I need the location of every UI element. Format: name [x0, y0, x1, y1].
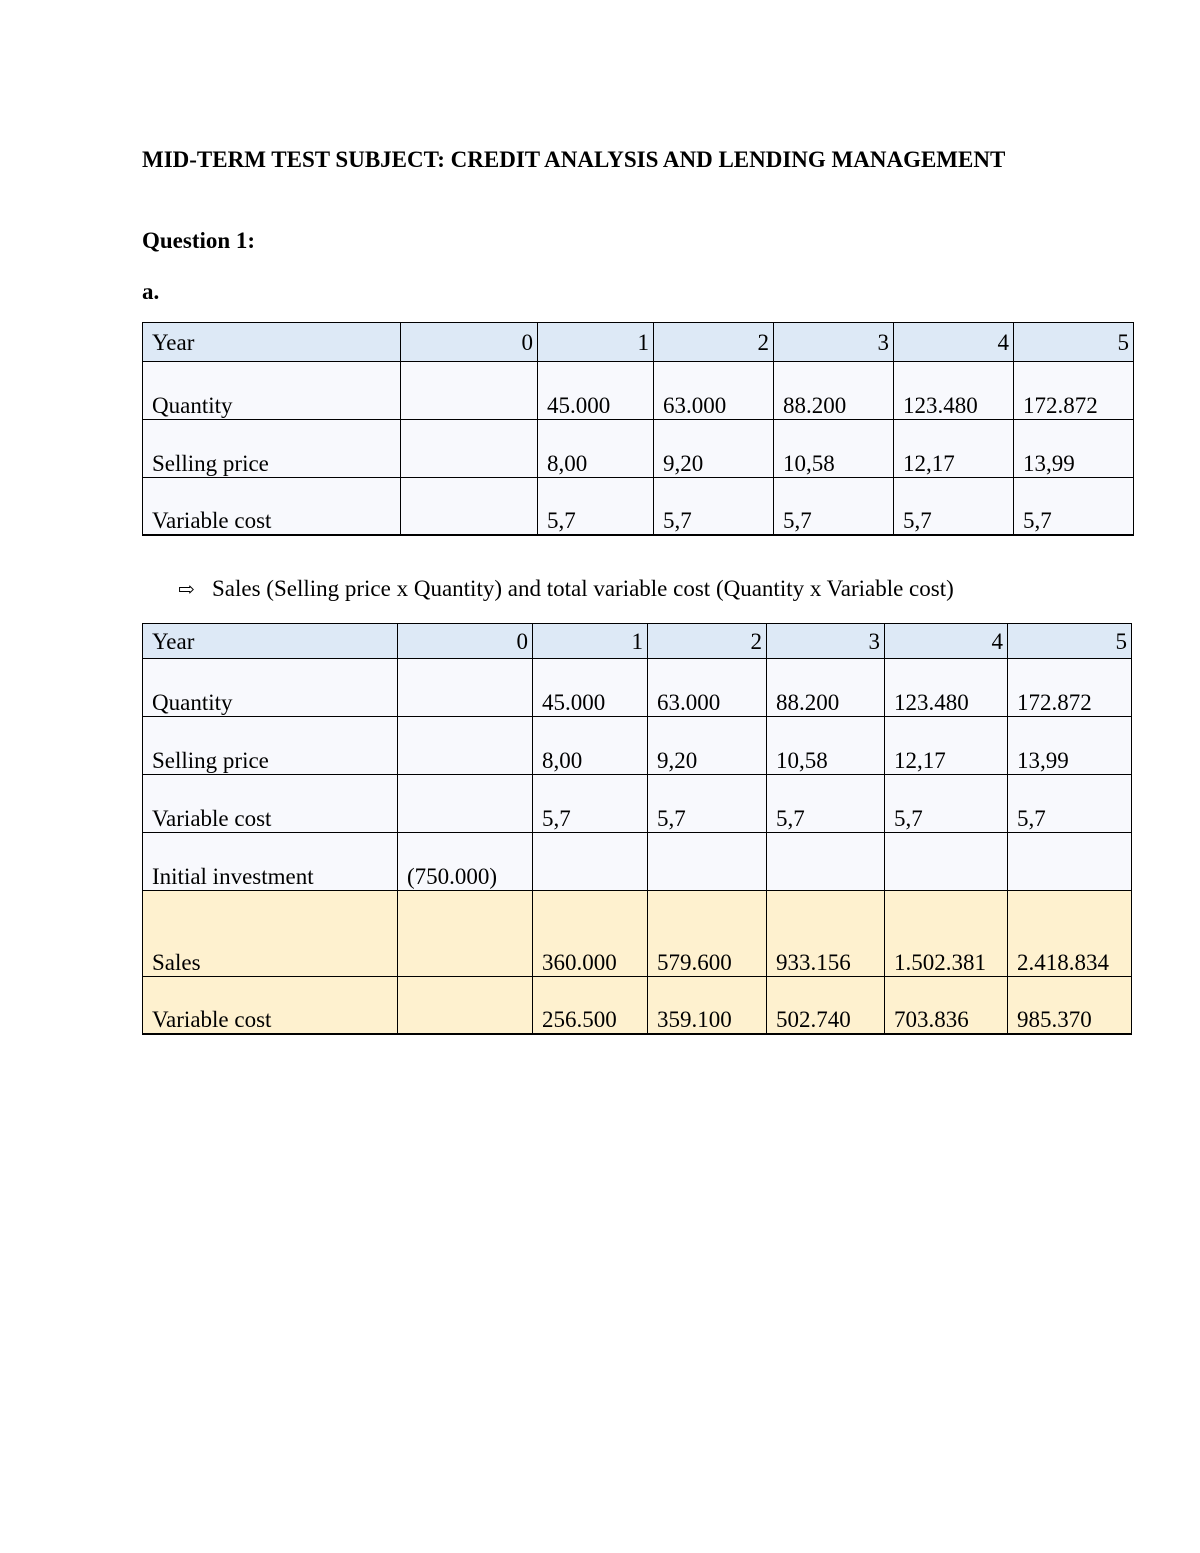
sales-note	[178, 574, 954, 605]
table-cell	[398, 659, 533, 717]
table-cell: 123.480	[894, 362, 1014, 420]
table-cell: 12,17	[885, 717, 1008, 775]
table-cell: 88.200	[774, 362, 894, 420]
table-row	[143, 833, 1132, 891]
row-label: Variable cost	[143, 478, 401, 536]
table-cell: 13,99	[1014, 420, 1134, 478]
header-cell: 5	[1008, 624, 1132, 659]
table-cell: 579.600	[648, 891, 767, 977]
row-label: Quantity	[143, 659, 398, 717]
table-cell: 933.156	[767, 891, 885, 977]
table-cell: 45.000	[538, 362, 654, 420]
row-label: Selling price	[143, 717, 398, 775]
sales-note-text: Sales (Selling price x Quantity) and total variable cost (Quantity x Variable cost)	[212, 576, 954, 601]
table-cell: 45.000	[533, 659, 648, 717]
table-header-row	[143, 323, 1134, 362]
table-cell: 172.872	[1008, 659, 1132, 717]
table-cell: 5,7	[1008, 775, 1132, 833]
row-label: Sales	[143, 891, 398, 977]
table-cell	[767, 833, 885, 891]
sales-cost-table	[142, 623, 1132, 1035]
table-cell: 63.000	[654, 362, 774, 420]
table-cell: 5,7	[774, 478, 894, 536]
header-cell: 0	[401, 323, 538, 362]
table-cell: 5,7	[648, 775, 767, 833]
row-label: Quantity	[143, 362, 401, 420]
table-cell: 1.502.381	[885, 891, 1008, 977]
table-cell: 5,7	[1014, 478, 1134, 536]
table-cell: 5,7	[533, 775, 648, 833]
table-cell: 88.200	[767, 659, 885, 717]
table-cell: 5,7	[885, 775, 1008, 833]
table-cell: 5,7	[654, 478, 774, 536]
table-cell: 8,00	[538, 420, 654, 478]
table-cell: 5,7	[538, 478, 654, 536]
quantity-price-table	[142, 322, 1134, 536]
row-label: Selling price	[143, 420, 401, 478]
header-cell: 3	[767, 624, 885, 659]
table-row	[143, 478, 1134, 536]
question-heading: Question 1:	[142, 228, 256, 253]
table-row	[143, 420, 1134, 478]
header-cell: 1	[538, 323, 654, 362]
header-cell: Year	[143, 624, 398, 659]
row-label: Variable cost	[143, 775, 398, 833]
table-cell: 10,58	[767, 717, 885, 775]
table-cell: 703.836	[885, 977, 1008, 1035]
row-label: Variable cost	[143, 977, 398, 1035]
table-cell: 10,58	[774, 420, 894, 478]
table-cell: 13,99	[1008, 717, 1132, 775]
table-cell	[398, 977, 533, 1035]
table-cell: 2.418.834	[1008, 891, 1132, 977]
table-cell	[398, 891, 533, 977]
right-arrow-outline-icon: ⇨	[178, 579, 195, 601]
header-cell: 0	[398, 624, 533, 659]
header-cell: 1	[533, 624, 648, 659]
table-row-highlighted	[143, 891, 1132, 977]
table-cell: 502.740	[767, 977, 885, 1035]
table-cell	[401, 362, 538, 420]
table-row	[143, 362, 1134, 420]
table-cell: 359.100	[648, 977, 767, 1035]
header-cell: 3	[774, 323, 894, 362]
table-row	[143, 717, 1132, 775]
table-cell	[885, 833, 1008, 891]
table-cell: 9,20	[654, 420, 774, 478]
header-cell: 5	[1014, 323, 1134, 362]
table-cell	[401, 420, 538, 478]
table-cell: 5,7	[894, 478, 1014, 536]
table-cell: 360.000	[533, 891, 648, 977]
table-cell	[1008, 833, 1132, 891]
table-cell: 256.500	[533, 977, 648, 1035]
table-cell: 63.000	[648, 659, 767, 717]
table-row-highlighted	[143, 977, 1132, 1035]
table-row	[143, 659, 1132, 717]
row-label: Initial investment	[143, 833, 398, 891]
table-cell	[533, 833, 648, 891]
table-cell	[401, 478, 538, 536]
table-cell	[398, 717, 533, 775]
part-label: a.	[142, 279, 160, 304]
table-cell: 12,17	[894, 420, 1014, 478]
header-cell: 2	[648, 624, 767, 659]
table-cell: (750.000)	[398, 833, 533, 891]
header-cell: Year	[143, 323, 401, 362]
table-row	[143, 775, 1132, 833]
table-cell: 9,20	[648, 717, 767, 775]
header-cell: 4	[885, 624, 1008, 659]
header-cell: 2	[654, 323, 774, 362]
table-cell	[398, 775, 533, 833]
page-title: MID-TERM TEST SUBJECT: CREDIT ANALYSIS AND LENDING MANAGEMENT	[142, 147, 1006, 172]
header-cell: 4	[894, 323, 1014, 362]
table-cell: 8,00	[533, 717, 648, 775]
table-cell: 172.872	[1014, 362, 1134, 420]
table-cell	[648, 833, 767, 891]
table-cell: 123.480	[885, 659, 1008, 717]
table-header-row	[143, 624, 1132, 659]
table-cell: 5,7	[767, 775, 885, 833]
table-cell: 985.370	[1008, 977, 1132, 1035]
